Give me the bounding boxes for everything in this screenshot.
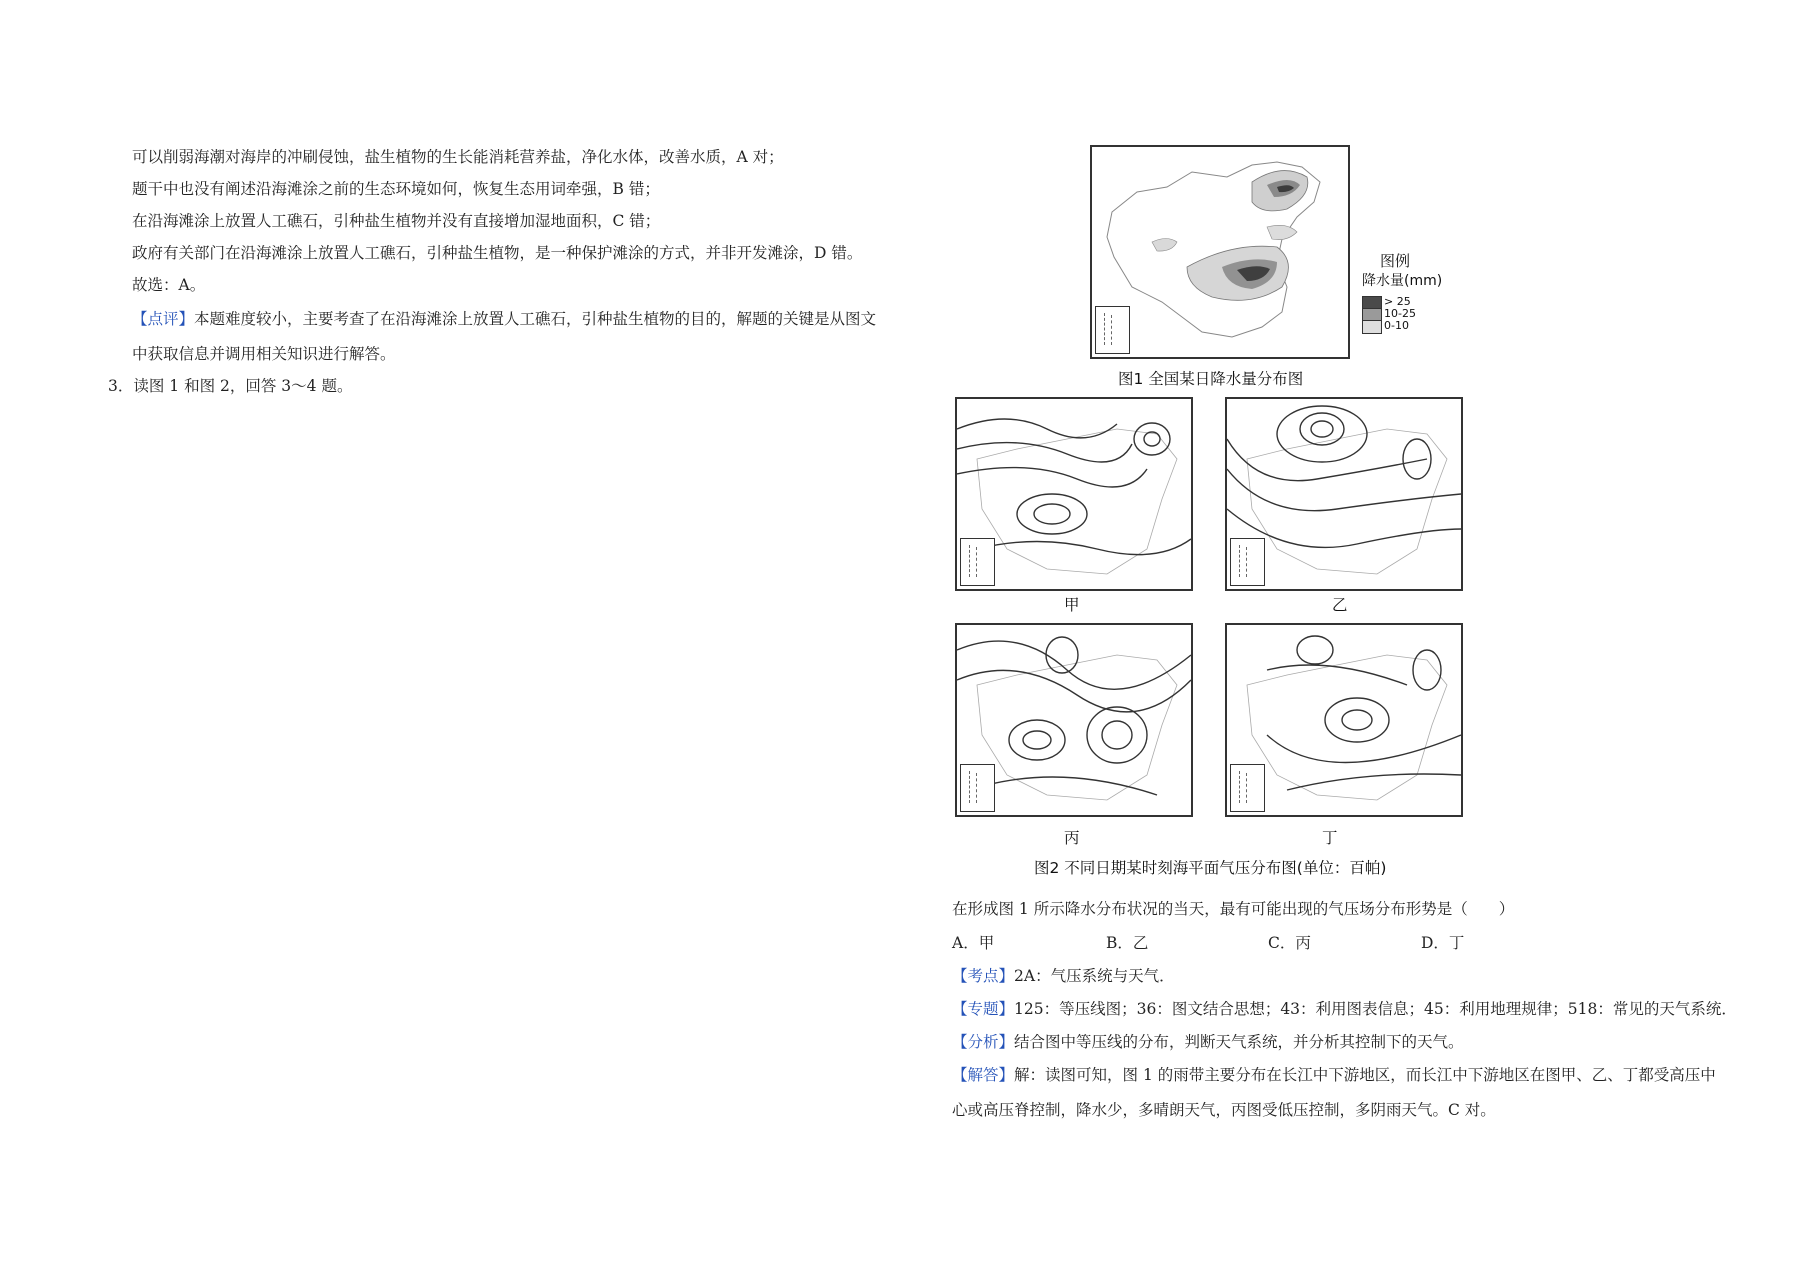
inset-bing (960, 764, 995, 812)
fenxi-line (952, 1030, 1464, 1052)
kaodian-tag: 【考点】 (952, 967, 1015, 985)
jieda-line-1 (952, 1063, 1716, 1085)
zhuanti-text: 125：等压线图；36：图文结合思想；43：利用图表信息；45：利用地理规律；518：常见的天气系统． (1014, 1000, 1737, 1018)
answer-choice: 故选：A。 (132, 276, 206, 294)
south-china-sea-inset (1095, 306, 1130, 354)
inset-ding (1230, 764, 1265, 812)
inset-jia (960, 538, 995, 586)
pressure-map-bing (955, 623, 1193, 817)
jieda-text: 解：读图可知，图 1 的雨带主要分布在长江中下游地区，而长江中下游地区在图甲、乙、丁都受高压中 (1014, 1066, 1716, 1084)
legend-label-heavy: > 25 (1384, 295, 1411, 308)
comment-tag: 【点评】 (132, 310, 195, 328)
pressure-map-ding (1225, 623, 1463, 817)
pressure-map-yi (1225, 397, 1463, 591)
comment-text: 本题难度较小，主要考查了在沿海滩涂上放置人工礁石，引种盐生植物的目的，解题的关键是从图文 (194, 310, 877, 328)
legend-unit: 降水量(mm) (1362, 273, 1443, 289)
panel-label-yi: 乙 (1332, 596, 1348, 614)
question-3: 3．读图 1 和图 2，回答 3～4 题。 (108, 377, 353, 395)
precipitation-legend (1362, 250, 1472, 340)
kaodian-line (952, 964, 1175, 986)
precipitation-map-drawing (1092, 147, 1348, 357)
precipitation-map (1090, 145, 1350, 359)
figure1-caption: 图1 全国某日降水量分布图 (1118, 370, 1304, 388)
fenxi-tag: 【分析】 (952, 1033, 1015, 1051)
option-c: C．丙 (1268, 934, 1311, 952)
legend-title: 图例 (1380, 252, 1411, 270)
inset-yi (1230, 538, 1265, 586)
fenxi-text: 结合图中等压线的分布，判断天气系统，并分析其控制下的天气。 (1014, 1033, 1464, 1051)
option-b: B．乙 (1106, 934, 1149, 952)
figure2-caption: 图2 不同日期某时刻海平面气压分布图(单位：百帕) (1034, 859, 1387, 877)
panel-label-bing: 丙 (1064, 829, 1080, 847)
answer-line-a: 可以削弱海潮对海岸的冲刷侵蚀，盐生植物的生长能消耗营养盐，净化水体，改善水质，A 对； (132, 148, 784, 166)
option-d: D．丁 (1421, 934, 1465, 952)
zhuanti-line (952, 997, 1737, 1019)
panel-label-ding: 丁 (1322, 829, 1338, 847)
answer-line-c: 在沿海滩涂上放置人工礁石，引种盐生植物并没有直接增加湿地面积，C 错； (132, 212, 661, 230)
kaodian-text: 2A：气压系统与天气． (1014, 967, 1175, 985)
panel-label-jia: 甲 (1064, 596, 1080, 614)
question-stem: 在形成图 1 所示降水分布状况的当天，最有可能出现的气压场分布形势是（ ） (952, 900, 1515, 918)
answer-line-b: 题干中也没有阐述沿海滩涂之前的生态环境如何，恢复生态用词牵强，B 错； (132, 180, 660, 198)
pressure-map-jia (955, 397, 1193, 591)
legend-label-light: 0-10 (1384, 319, 1409, 332)
answer-line-d: 政府有关部门在沿海滩涂上放置人工礁石，引种盐生植物，是一种保护滩涂的方式，并非开发滩涂，D 错。 (132, 244, 863, 262)
comment-line-1 (132, 307, 876, 329)
legend-swatch-light (1362, 320, 1382, 334)
option-a: A．甲 (952, 934, 995, 952)
jieda-tag: 【解答】 (952, 1066, 1015, 1084)
jieda-line-2: 心或高压脊控制，降水少，多晴朗天气，丙图受低压控制，多阴雨天气。C 对。 (952, 1101, 1496, 1119)
zhuanti-tag: 【专题】 (952, 1000, 1015, 1018)
comment-line-2: 中获取信息并调用相关知识进行解答。 (132, 345, 396, 363)
legend-label-medium: 10-25 (1384, 307, 1416, 320)
